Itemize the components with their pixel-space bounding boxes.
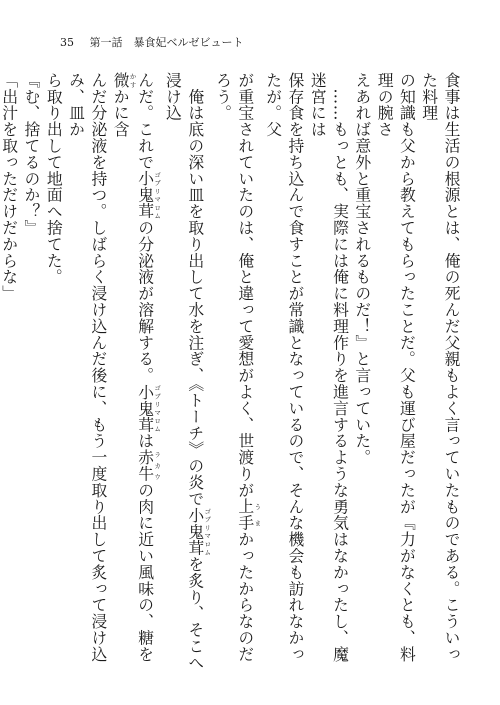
ruby-word — [135, 383, 162, 433]
ruby-reading: ゴブリマロム — [203, 506, 212, 557]
ruby-base: 上手 — [235, 498, 255, 532]
page-header — [60, 34, 244, 50]
ruby-reading: かす — [128, 72, 137, 89]
ruby-word — [185, 506, 212, 557]
text-run: かに含 — [111, 88, 131, 138]
text-run: 『む、捨てるのか？』 — [21, 72, 41, 236]
text-line — [42, 72, 64, 672]
text-line — [0, 72, 20, 672]
text-run: 保存食を持ち込んで食すことが常識となっているので、そんな機会も訪れなかったが。父 — [263, 72, 305, 663]
text-run: の肉に近い風味の、糖を — [135, 482, 155, 663]
text-run: を炙り、そこへ浸け込 — [163, 72, 205, 671]
chapter-title: 第一話 暴食妃ベルゼビュート — [89, 36, 244, 49]
ruby-base: 小鬼茸 — [185, 506, 205, 557]
page-number: 35 — [60, 36, 74, 49]
text-line — [20, 72, 42, 672]
text-run: えあれば意外と重宝されるものだ！』と言っていた。 — [352, 72, 372, 466]
text-run: んだ。これで — [135, 72, 155, 171]
ruby-base: 小鬼茸 — [135, 383, 155, 433]
ruby-reading: ラカウ — [153, 449, 162, 483]
text-run: かったからなのだろう。 — [213, 72, 255, 663]
ruby-word — [135, 170, 162, 220]
text-run: んだ分泌液を持つ。しばらく浸け込んだ後に、もう一度取り出して炙って浸け込み、皿か — [66, 72, 108, 663]
text-line — [161, 72, 211, 672]
ruby-word — [135, 449, 162, 483]
text-run: の分泌液が溶解する。 — [135, 219, 155, 384]
text-line — [109, 72, 161, 672]
ruby-word — [111, 72, 137, 89]
text-line — [64, 72, 109, 672]
body-text — [0, 72, 462, 672]
text-line — [211, 72, 261, 672]
text-run: 食事は生活の根源とは、俺の死んだ父親もよく言っていたものである。こういった料理 — [419, 72, 461, 663]
ruby-reading: ゴブリマロム — [153, 170, 162, 220]
text-run: 俺は底の深い皿を取り出して水を注ぎ、《トーチ》の炎で — [185, 72, 205, 507]
text-line — [306, 72, 351, 672]
ruby-base: 小鬼茸 — [135, 170, 155, 220]
ruby-base: 赤牛 — [135, 449, 155, 483]
text-line — [351, 72, 373, 672]
text-line — [373, 72, 418, 672]
text-line — [261, 72, 306, 672]
ruby-base: 微 — [111, 72, 131, 89]
ruby-reading: うま — [253, 498, 262, 532]
text-run: は — [135, 432, 155, 450]
text-line — [417, 72, 462, 672]
text-run: 「出汁を取っただけだからな」 — [0, 72, 19, 302]
text-run: の知識も父から教えてもらったことだ。父も運び屋だったが『力がなくとも、料理の腕さ — [375, 72, 417, 663]
ruby-word — [235, 498, 262, 532]
text-run: ら取り出して地面へ捨てた。 — [44, 72, 64, 286]
text-run: が重宝されていたのは、俺と違って愛想がよく、世渡りが — [235, 72, 255, 499]
text-run: ……もっとも、実際には俺に料理作りを進言するような勇気はなかったし、魔迷宮には — [308, 72, 350, 663]
ruby-reading: ゴブリマロム — [153, 383, 162, 433]
